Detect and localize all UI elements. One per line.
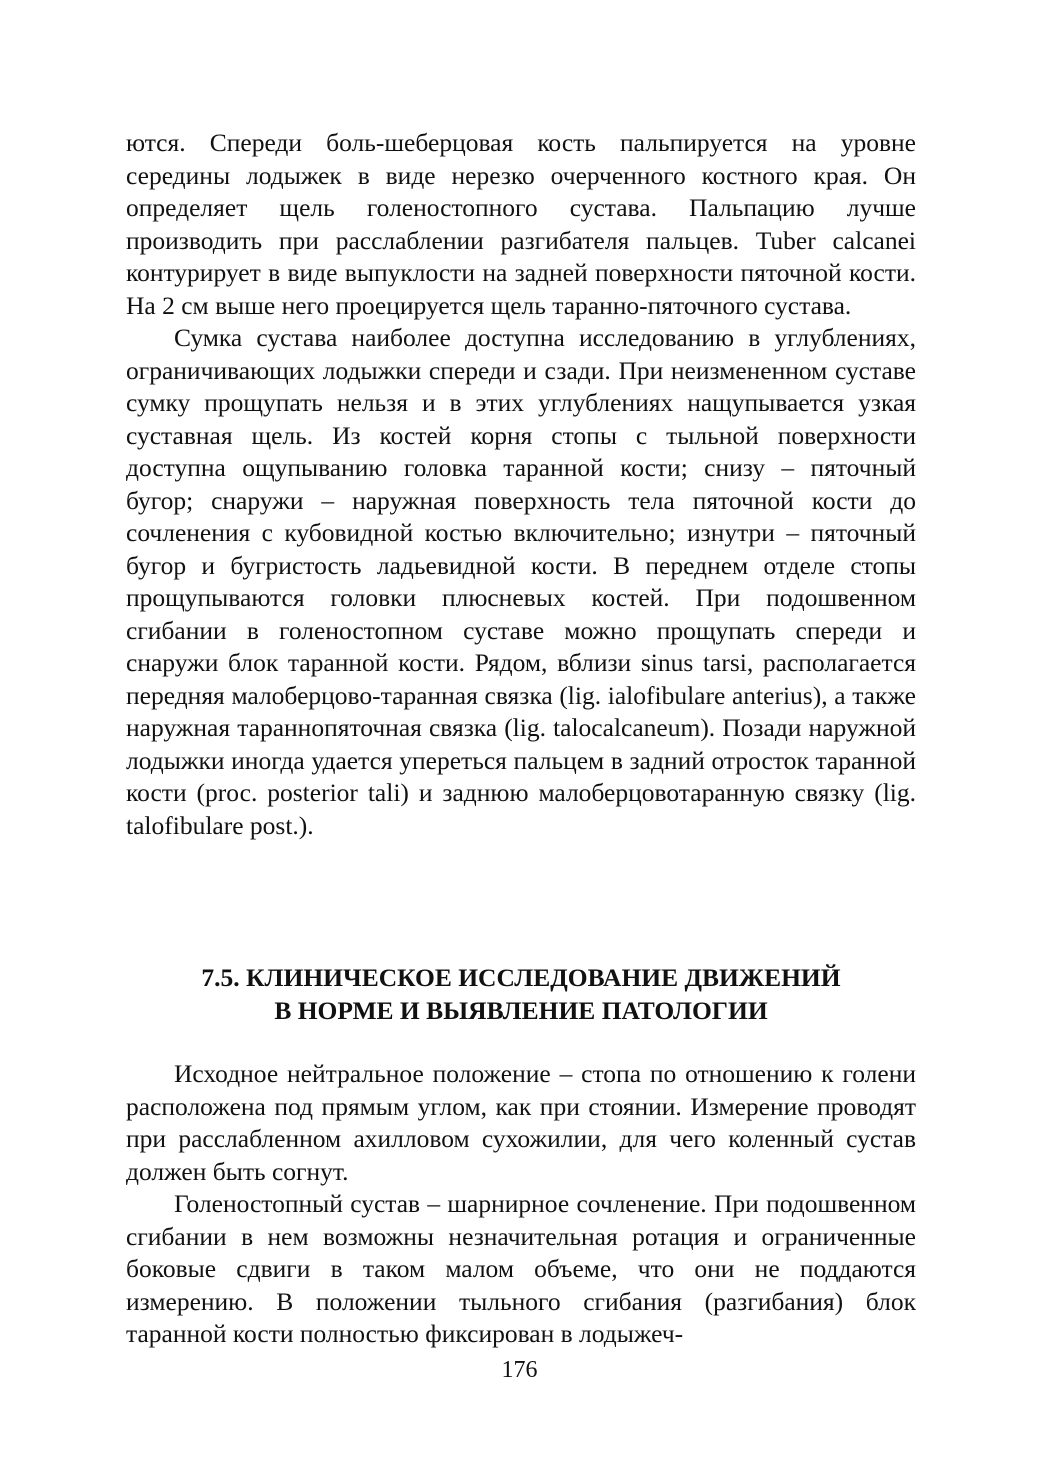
paragraph-joint-capsule: Сумка сустава наиболее доступна исследованию в углублениях, ограничивающих лодыжки спереди и сзади. При неизмененном суставе сумку прощупать нельзя и в этих углублениях нащупывается узкая суставная щель. Из костей корня стопы с тыльной поверхности доступна ощупыванию головка таранной кости; снизу – пяточный бугор; снаружи – наружная поверхность тела пяточной кости до сочленения с кубовидной костью включительно; изнутри – пяточный бугор и бугристость ладьевидной кости. В переднем отделе стопы прощупываются головки плюсневых костей. При подошвенном сгибании в голеностопном суставе можно прощупать спереди и снаружи блок таранной кости. Рядом, вблизи sinus tarsi, располагается передняя малоберцово-таранная связка (lig. ialofibulare anterius), а также наружная тараннопяточная связка (lig. talocalcaneum). Позади наружной лодыжки иногда удается упереться пальцем в задний отросток таранной кости (рrос. posterior tali) и заднюю малоберцовотаранную связку (lig. talofibulare post.). xyxy=(126,323,916,840)
section-heading-line-1: 7.5. КЛИНИЧЕСКОЕ ИССЛЕДОВАНИЕ ДВИЖЕНИЙ xyxy=(201,963,841,992)
page-number: 176 xyxy=(501,1357,538,1383)
paragraph-neutral-position: Исходное нейтральное положение – стопа по отношению к голени расположена под прямым углом, как при стоянии. Измерение проводят при расслабленном ахилловом сухожилии, для чего коленный сустав должен быть согнут. xyxy=(126,1059,916,1186)
body-text-bottom xyxy=(126,1058,916,1351)
section-heading-line-2: В НОРМЕ И ВЫЯВЛЕНИЕ ПАТОЛОГИИ xyxy=(274,996,768,1025)
paragraph-continuation: ются. Спереди боль-шеберцовая кость пальпируется на уровне середины лодыжек в виде нерезко очерченного костного края. Он определяет щель голеностопного сустава. Пальпацию лучше производить при расслаблении разгибателя пальцев. Tuber calcanei контурирует в виде выпуклости на задней поверхности пяточной кости. На 2 см выше него проецируется щель таранно-пяточного сустава. xyxy=(126,128,916,320)
section-heading xyxy=(126,961,916,1027)
paragraph-ankle-joint: Голеностопный сустав – шарнирное сочленение. При подошвенном сгибании в нем возможны незначительная ротация и ограниченные боковые сдвиги в таком малом объеме, что они не поддаются измерению. В положении тыльного сгибания (разгибания) блок таранной кости полностью фиксирован в лодыжеч- xyxy=(126,1189,916,1348)
body-text-top xyxy=(126,127,916,842)
